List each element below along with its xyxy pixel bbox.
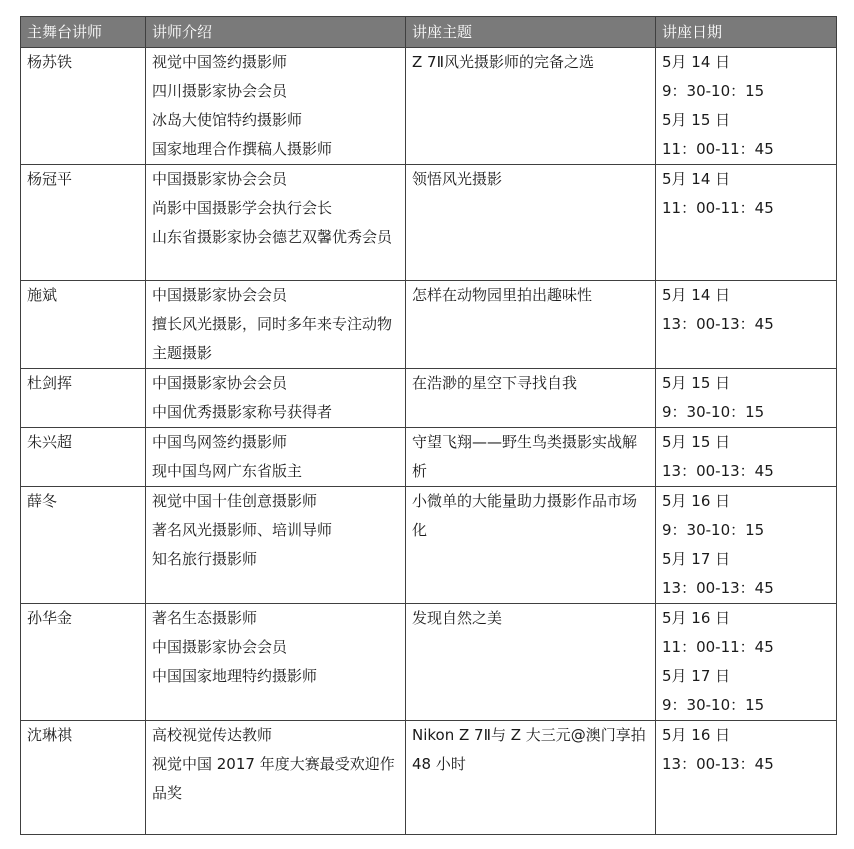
lecture-dates: 5月 15 日 9：30-10：15 — [656, 369, 837, 428]
lecturer-intro: 著名生态摄影师 中国摄影家协会会员 中国国家地理特约摄影师 — [146, 604, 406, 721]
lecture-schedule-table — [20, 16, 837, 835]
header-topic: 讲座主题 — [406, 17, 656, 48]
lecture-topic: 发现自然之美 — [406, 604, 656, 721]
lecturer-name: 杨苏铁 — [21, 48, 146, 165]
lecture-topic: 领悟风光摄影 — [406, 165, 656, 281]
lecturer-intro: 视觉中国签约摄影师 四川摄影家协会会员 冰岛大使馆特约摄影师 国家地理合作撰稿人摄影师 — [146, 48, 406, 165]
table-row — [21, 428, 837, 487]
lecture-dates: 5月 15 日 13：00-13：45 — [656, 428, 837, 487]
table-row — [21, 165, 837, 281]
header-date: 讲座日期 — [656, 17, 837, 48]
lecturer-name: 孙华金 — [21, 604, 146, 721]
lecturer-intro: 中国摄影家协会会员 中国优秀摄影家称号获得者 — [146, 369, 406, 428]
table-header-row — [21, 17, 837, 48]
lecture-dates: 5月 16 日 11：00-11：45 5月 17 日 9：30-10：15 — [656, 604, 837, 721]
lecture-topic: 守望飞翔——野生鸟类摄影实战解析 — [406, 428, 656, 487]
table-row — [21, 487, 837, 604]
table-row — [21, 369, 837, 428]
table-row — [21, 48, 837, 165]
lecturer-name: 朱兴超 — [21, 428, 146, 487]
lecture-topic: Z 7Ⅱ风光摄影师的完备之选 — [406, 48, 656, 165]
lecturer-name: 施斌 — [21, 281, 146, 369]
lecturer-name: 薛冬 — [21, 487, 146, 604]
lecture-dates: 5月 14 日 11：00-11：45 — [656, 165, 837, 281]
header-lecturer: 主舞台讲师 — [21, 17, 146, 48]
lecture-topic: 在浩渺的星空下寻找自我 — [406, 369, 656, 428]
header-intro: 讲师介绍 — [146, 17, 406, 48]
lecture-dates: 5月 14 日 13：00-13：45 — [656, 281, 837, 369]
lecturer-intro: 中国摄影家协会会员 尚影中国摄影学会执行会长 山东省摄影家协会德艺双馨优秀会员 — [146, 165, 406, 281]
lecture-dates: 5月 16 日 9：30-10：15 5月 17 日 13：00-13：45 — [656, 487, 837, 604]
lecturer-name: 沈琳祺 — [21, 721, 146, 835]
lecture-topic: 小微单的大能量助力摄影作品市场化 — [406, 487, 656, 604]
table-row — [21, 721, 837, 835]
table-row — [21, 604, 837, 721]
lecturer-name: 杜剑挥 — [21, 369, 146, 428]
lecturer-intro: 视觉中国十佳创意摄影师 著名风光摄影师、培训导师 知名旅行摄影师 — [146, 487, 406, 604]
lecturer-intro: 中国鸟网签约摄影师 现中国鸟网广东省版主 — [146, 428, 406, 487]
table-row — [21, 281, 837, 369]
lecturer-intro: 中国摄影家协会会员 擅长风光摄影，同时多年来专注动物主题摄影 — [146, 281, 406, 369]
lecturer-intro: 高校视觉传达教师 视觉中国 2017 年度大赛最受欢迎作品奖 — [146, 721, 406, 835]
lecture-dates: 5月 14 日 9：30-10：15 5月 15 日 11：00-11：45 — [656, 48, 837, 165]
lecturer-name: 杨冠平 — [21, 165, 146, 281]
lecture-topic: Nikon Z 7Ⅱ与 Z 大三元@澳门享拍 48 小时 — [406, 721, 656, 835]
lecture-topic: 怎样在动物园里拍出趣味性 — [406, 281, 656, 369]
lecture-dates: 5月 16 日 13：00-13：45 — [656, 721, 837, 835]
